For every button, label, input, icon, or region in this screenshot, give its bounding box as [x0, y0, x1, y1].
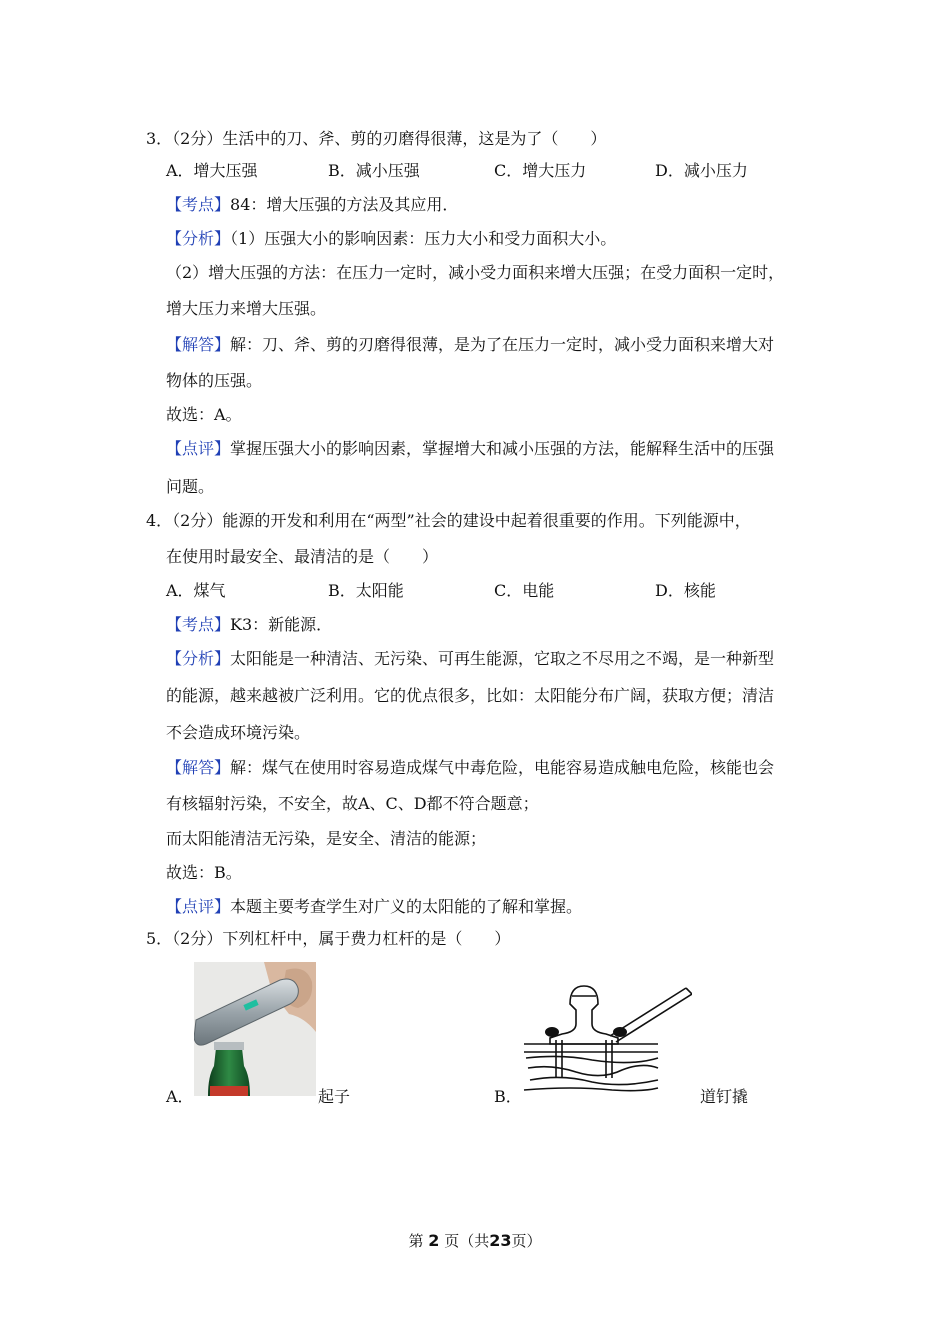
q3-option-d: D．减小压力	[655, 161, 748, 180]
q3-fenxi-line3: 增大压力来增大压强。	[166, 299, 327, 318]
q4-option-b: B．太阳能	[328, 581, 404, 600]
q3-dianping-line2: 问题。	[166, 477, 215, 496]
q4-jieda-line3: 而太阳能清洁无污染，是安全、清洁的能源；	[166, 829, 487, 848]
q4-stem-line2: 在使用时最安全、最清洁的是（ ）	[166, 547, 439, 566]
q5-option-b-letter: B．	[494, 1087, 522, 1106]
q4-answer: 故选：B。	[166, 863, 242, 882]
q5-option-b-label: 道钉撬	[700, 1087, 749, 1106]
q3-stem: 3．（2分）生活中的刀、斧、剪的刃磨得很薄，这是为了（ ）	[146, 129, 607, 148]
jieda-tag: 【解答】	[166, 335, 231, 354]
q4-option-c: C．电能	[494, 581, 555, 600]
dianping-tag: 【点评】	[166, 439, 231, 458]
q3-jieda: 【解答】解：刀、斧、剪的刃磨得很薄，是为了在压力一定时，减小受力面积来增大对	[166, 335, 775, 354]
q3-option-c: C．增大压力	[494, 161, 587, 180]
bottle-opener-illustration	[194, 962, 316, 1096]
kaodian-tag: 【考点】	[166, 195, 231, 214]
q4-jieda-line2: 有核辐射污染，不安全，故A、C、D都不符合题意；	[166, 794, 539, 813]
q4-fenxi: 【分析】太阳能是一种清洁、无污染、可再生能源，它取之不尽用之不竭，是一种新型	[166, 649, 775, 668]
dianping-tag: 【点评】	[166, 897, 231, 916]
q4-dianping: 【点评】本题主要考查学生对广义的太阳能的了解和掌握。	[166, 897, 583, 916]
q3-option-a: A．增大压强	[166, 161, 258, 180]
fenxi-tag: 【分析】	[166, 649, 231, 668]
q3-jieda-line2: 物体的压强。	[166, 371, 263, 390]
q3-fenxi-line2: （2）增大压强的方法：在压力一定时，减小受力面积来增大压强；在受力面积一定时，	[166, 263, 785, 282]
q4-fenxi-line3: 不会造成环境污染。	[166, 723, 311, 742]
q4-option-d: D．核能	[655, 581, 716, 600]
fenxi-tag: 【分析】	[166, 229, 231, 248]
current-page-number: 2	[428, 1231, 440, 1250]
total-page-number: 23	[489, 1231, 512, 1250]
q3-kaodian: 【考点】84：增大压强的方法及其应用．	[166, 195, 459, 214]
q4-jieda: 【解答】解：煤气在使用时容易造成煤气中毒危险，电能容易造成触电危险，核能也会	[166, 758, 775, 777]
q3-dianping: 【点评】掌握压强大小的影响因素，掌握增大和减小压强的方法，能解释生活中的压强	[166, 439, 775, 458]
kaodian-tag: 【考点】	[166, 615, 231, 634]
q5-stem: 5．（2分）下列杠杆中，属于费力杠杆的是（ ）	[146, 929, 511, 948]
rail-spike-puller-diagram	[522, 982, 692, 1092]
q3-fenxi: 【分析】（1）压强大小的影响因素：压力大小和受力面积大小。	[166, 229, 617, 248]
bottle-opener-image	[194, 962, 316, 1096]
rail-spike-puller-illustration	[522, 982, 692, 1092]
q4-option-a: A．煤气	[166, 581, 226, 600]
q5-option-a-letter: A．	[166, 1087, 194, 1106]
jieda-tag: 【解答】	[166, 758, 231, 777]
q3-option-b: B．减小压强	[328, 161, 420, 180]
q4-fenxi-line2: 的能源，越来越被广泛利用。它的优点很多，比如：太阳能分布广阔，获取方便；清洁	[166, 686, 775, 705]
q4-stem: 4．（2分）能源的开发和利用在“两型”社会的建设中起着很重要的作用。下列能源中，	[146, 511, 751, 530]
page-footer: 第 2 页（共23页）	[408, 1231, 542, 1250]
q3-answer: 故选：A。	[166, 405, 242, 424]
q4-kaodian: 【考点】K3：新能源．	[166, 615, 333, 634]
q5-option-a-label: 起子	[318, 1087, 351, 1106]
